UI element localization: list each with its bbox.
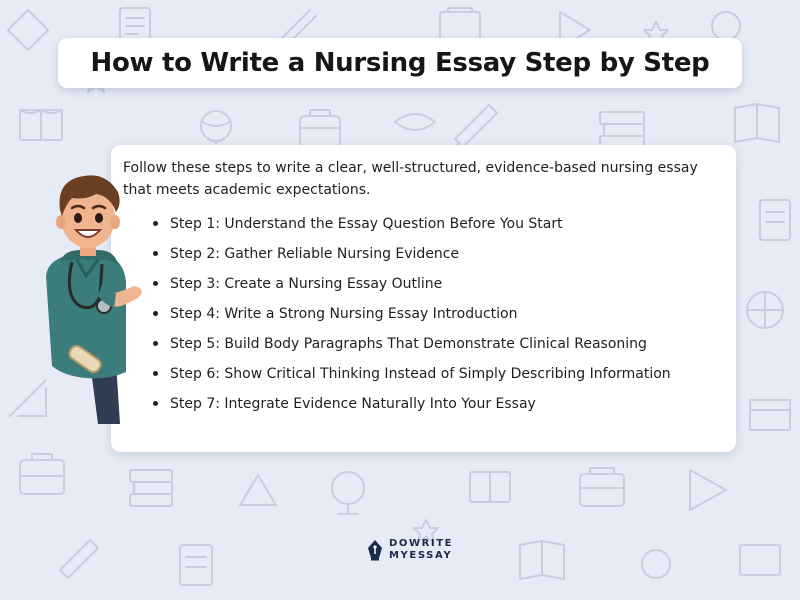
step-item (149, 214, 671, 244)
pen-nib-icon (366, 539, 384, 561)
step-item (149, 304, 671, 334)
step-label: Step 1: Understand the Essay Question Before You Start (170, 216, 563, 232)
title-banner (58, 38, 742, 88)
step-item (149, 394, 671, 424)
bullet-icon (153, 251, 158, 256)
step-label: Step 3: Create a Nursing Essay Outline (170, 276, 443, 292)
steps-list (149, 214, 671, 424)
brand-name (389, 538, 453, 562)
step-item (149, 364, 671, 394)
bullet-icon (153, 281, 158, 286)
bullet-icon (153, 311, 158, 316)
bullet-icon (153, 401, 158, 406)
brand-logo (366, 538, 453, 562)
step-item (149, 334, 671, 364)
step-label: Step 6: Show Critical Thinking Instead of Simply Describing Information (170, 366, 671, 382)
bullet-icon (153, 221, 158, 226)
step-item (149, 274, 671, 304)
step-label: Step 5: Build Body Paragraphs That Demonstrate Clinical Reasoning (170, 336, 647, 352)
step-item (149, 244, 671, 274)
step-label: Step 2: Gather Reliable Nursing Evidence (170, 246, 460, 262)
page-title: How to Write a Nursing Essay Step by Step (90, 48, 710, 78)
brand-line-1: DOWRITE (389, 538, 454, 549)
steps-card (111, 145, 736, 452)
bullet-icon (153, 341, 158, 346)
bullet-icon (153, 371, 158, 376)
nurse-character-illustration (28, 166, 146, 426)
intro-text: Follow these steps to write a clear, well-structured, evidence-based nursing essay that meets academic expectations. (123, 160, 698, 198)
step-label: Step 7: Integrate Evidence Naturally Into Your Essay (170, 396, 536, 412)
step-label: Step 4: Write a Strong Nursing Essay Introduction (170, 306, 518, 322)
brand-line-2: MYESSAY (389, 550, 453, 561)
